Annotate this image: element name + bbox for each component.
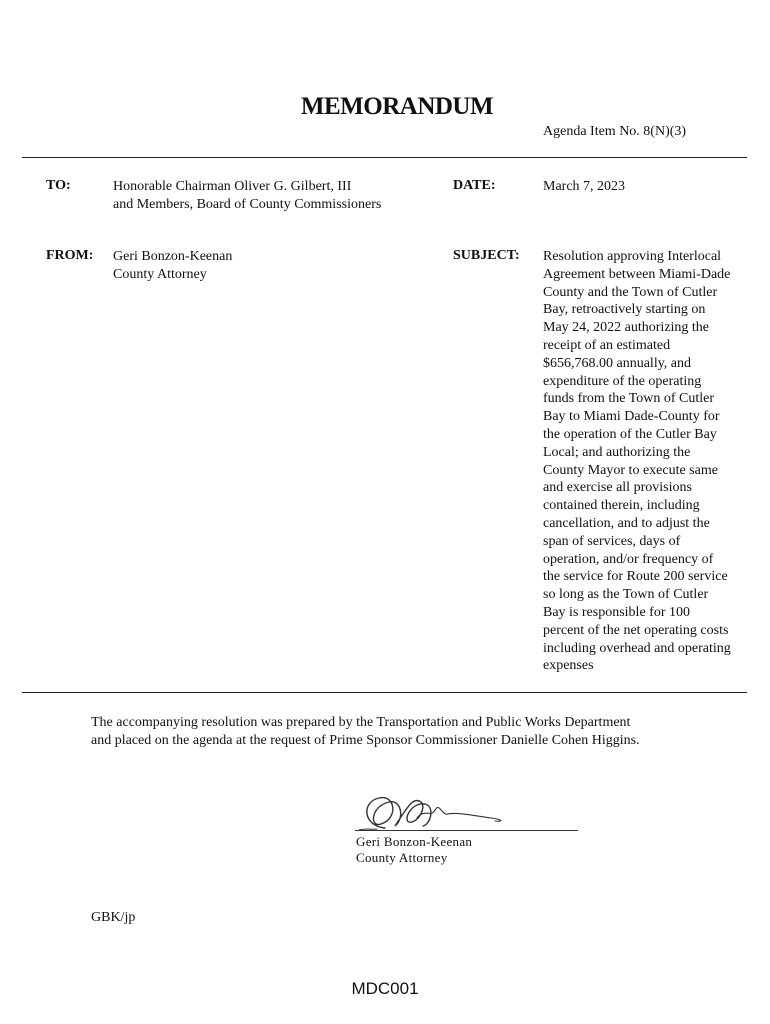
signature-image xyxy=(355,788,585,836)
to-line-2: and Members, Board of County Commissioners xyxy=(113,197,382,212)
subject-label: SUBJECT: xyxy=(453,248,520,263)
from-label: FROM: xyxy=(46,248,94,263)
top-divider xyxy=(22,157,747,158)
memo-title: MEMORANDUM xyxy=(300,93,494,120)
footer-code: MDC001 xyxy=(351,979,419,998)
to-label: TO: xyxy=(46,178,71,193)
from-sender xyxy=(113,248,232,284)
signatory-title: County Attorney xyxy=(356,850,448,865)
signatory-block xyxy=(356,834,472,866)
date-label: DATE: xyxy=(453,178,496,193)
signature-line xyxy=(355,830,578,831)
date-value: March 7, 2023 xyxy=(543,179,626,194)
body-paragraph: The accompanying resolution was prepared by the Transportation and Public Works Department and placed on the agenda at the request of Prime Sponsor Commissioner Danielle Cohen Higgins. xyxy=(91,715,640,748)
subject-text: Resolution approving Interlocal Agreement between Miami-Dade County and the Town of Cutler Bay, retroactively starting on May 24, 2022 authorizing the receipt of an estimated $656,768.00 annually, and expenditure of the operating funds from the Town of Cutler Bay to Miami Dade-County for the operation of the Cutler Bay Local; and authorizing the County Mayor to execute same and exercise all provisions contained therein, including cancellation, and to adjust the span of services, days of operation, and/or frequency of the service for Route 200 service so long as the Town of Cutler Bay is responsible for 100 percent of the net operating costs including overhead and operating expenses xyxy=(543,249,731,674)
to-recipient xyxy=(113,178,381,214)
signatory-name: Geri Bonzon-Keenan xyxy=(356,834,473,849)
agenda-item-number: Agenda Item No. 8(N)(3) xyxy=(543,124,687,139)
from-line-2: County Attorney xyxy=(113,267,207,282)
to-line-1: Honorable Chairman Oliver G. Gilbert, III xyxy=(113,179,352,194)
bottom-divider xyxy=(22,692,747,693)
from-line-1: Geri Bonzon-Keenan xyxy=(113,249,233,264)
typist-initials: GBK/jp xyxy=(91,910,136,925)
